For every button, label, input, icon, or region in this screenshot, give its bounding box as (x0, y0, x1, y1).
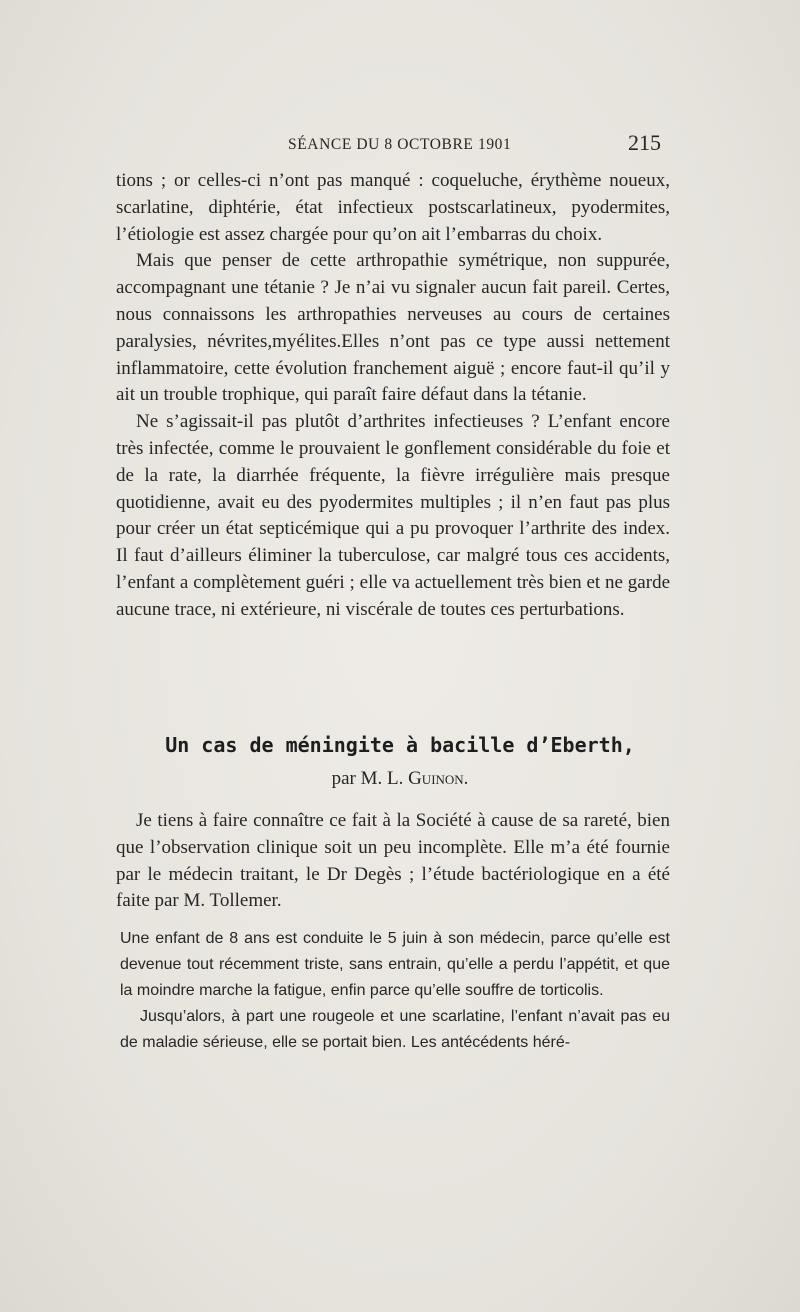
body-text-section-1 (116, 168, 670, 624)
paragraph: Une enfant de 8 ans est conduite le 5 juin à son médecin, parce qu’elle est devenue tout récemment triste, sans entrain, qu’elle a perdu l’appétit, et que la moindre marche la fatigue, enfin parce qu’elle souffre de torticolis. (120, 930, 670, 999)
paragraph: tions ; or celles-ci n’ont pas manqué : coqueluche, érythème noueux, scarlatine, diphtérie, état infectieux postscarlatineux, pyodermites, l’étiologie est assez chargée pour qu’on ait l’embarras du choix. (116, 170, 670, 245)
byline-prefix: par M. L. (331, 768, 409, 789)
article-byline (0, 768, 800, 790)
paragraph: Je tiens à faire connaître ce fait à la Société à cause de sa rareté, bien que l’observation clinique soit un peu incomplète. Elle m’a été fournie par le médecin traitant, le Dr Degès ; l’étude bactériologique en a été faite par M. Tollemer. (116, 810, 670, 912)
article-title: Un cas de méningite à bacille d’Eberth, (165, 733, 635, 757)
page-header (0, 128, 800, 158)
paragraph: Jusqu’alors, à part une rougeole et une scarlatine, l’enfant n’avait pas eu de maladie sérieuse, elle se portait bien. Les antécédents héré- (120, 1008, 670, 1051)
paragraph: Mais que penser de cette arthropathie symétrique, non suppurée, accompagnant une tétanie ? Je n’ai vu signaler aucun fait pareil. Certes, nous connaissons les arthropathies nerveuses au cours de certaines paralysies, névrites,myélites.Elles n’ont pas ce type aussi nettement inflammatoire, cette évolution franchement aiguë ; encore faut-il qu’il y ait un trouble trophique, qui paraît faire défaut dans la tétanie. (116, 250, 670, 406)
running-head: SÉANCE DU 8 OCTOBRE 1901 (288, 136, 512, 153)
page-number: 215 (628, 130, 661, 155)
body-text-section-2 (116, 808, 670, 915)
observation-text (120, 926, 670, 1056)
paragraph: Ne s’agissait-il pas plutôt d’arthrites infectieuses ? L’enfant encore très infectée, comme le prouvaient le gonflement considérable du foie et de la rate, la diarrhée fréquente, la fièvre irrégulière mais presque quotidienne, avait eu des pyodermites multiples ; il n’en faut pas plus pour créer un état septicémique qui a pu provoquer l’arthrite des index. Il faut d’ailleurs éliminer la tuberculose, car malgré tous ces accidents, l’enfant a complètement guéri ; elle va actuellement très bien et ne garde aucune trace, ni extérieure, ni viscérale de toutes ces perturbations. (116, 411, 670, 620)
author-name: Guinon. (408, 768, 469, 789)
